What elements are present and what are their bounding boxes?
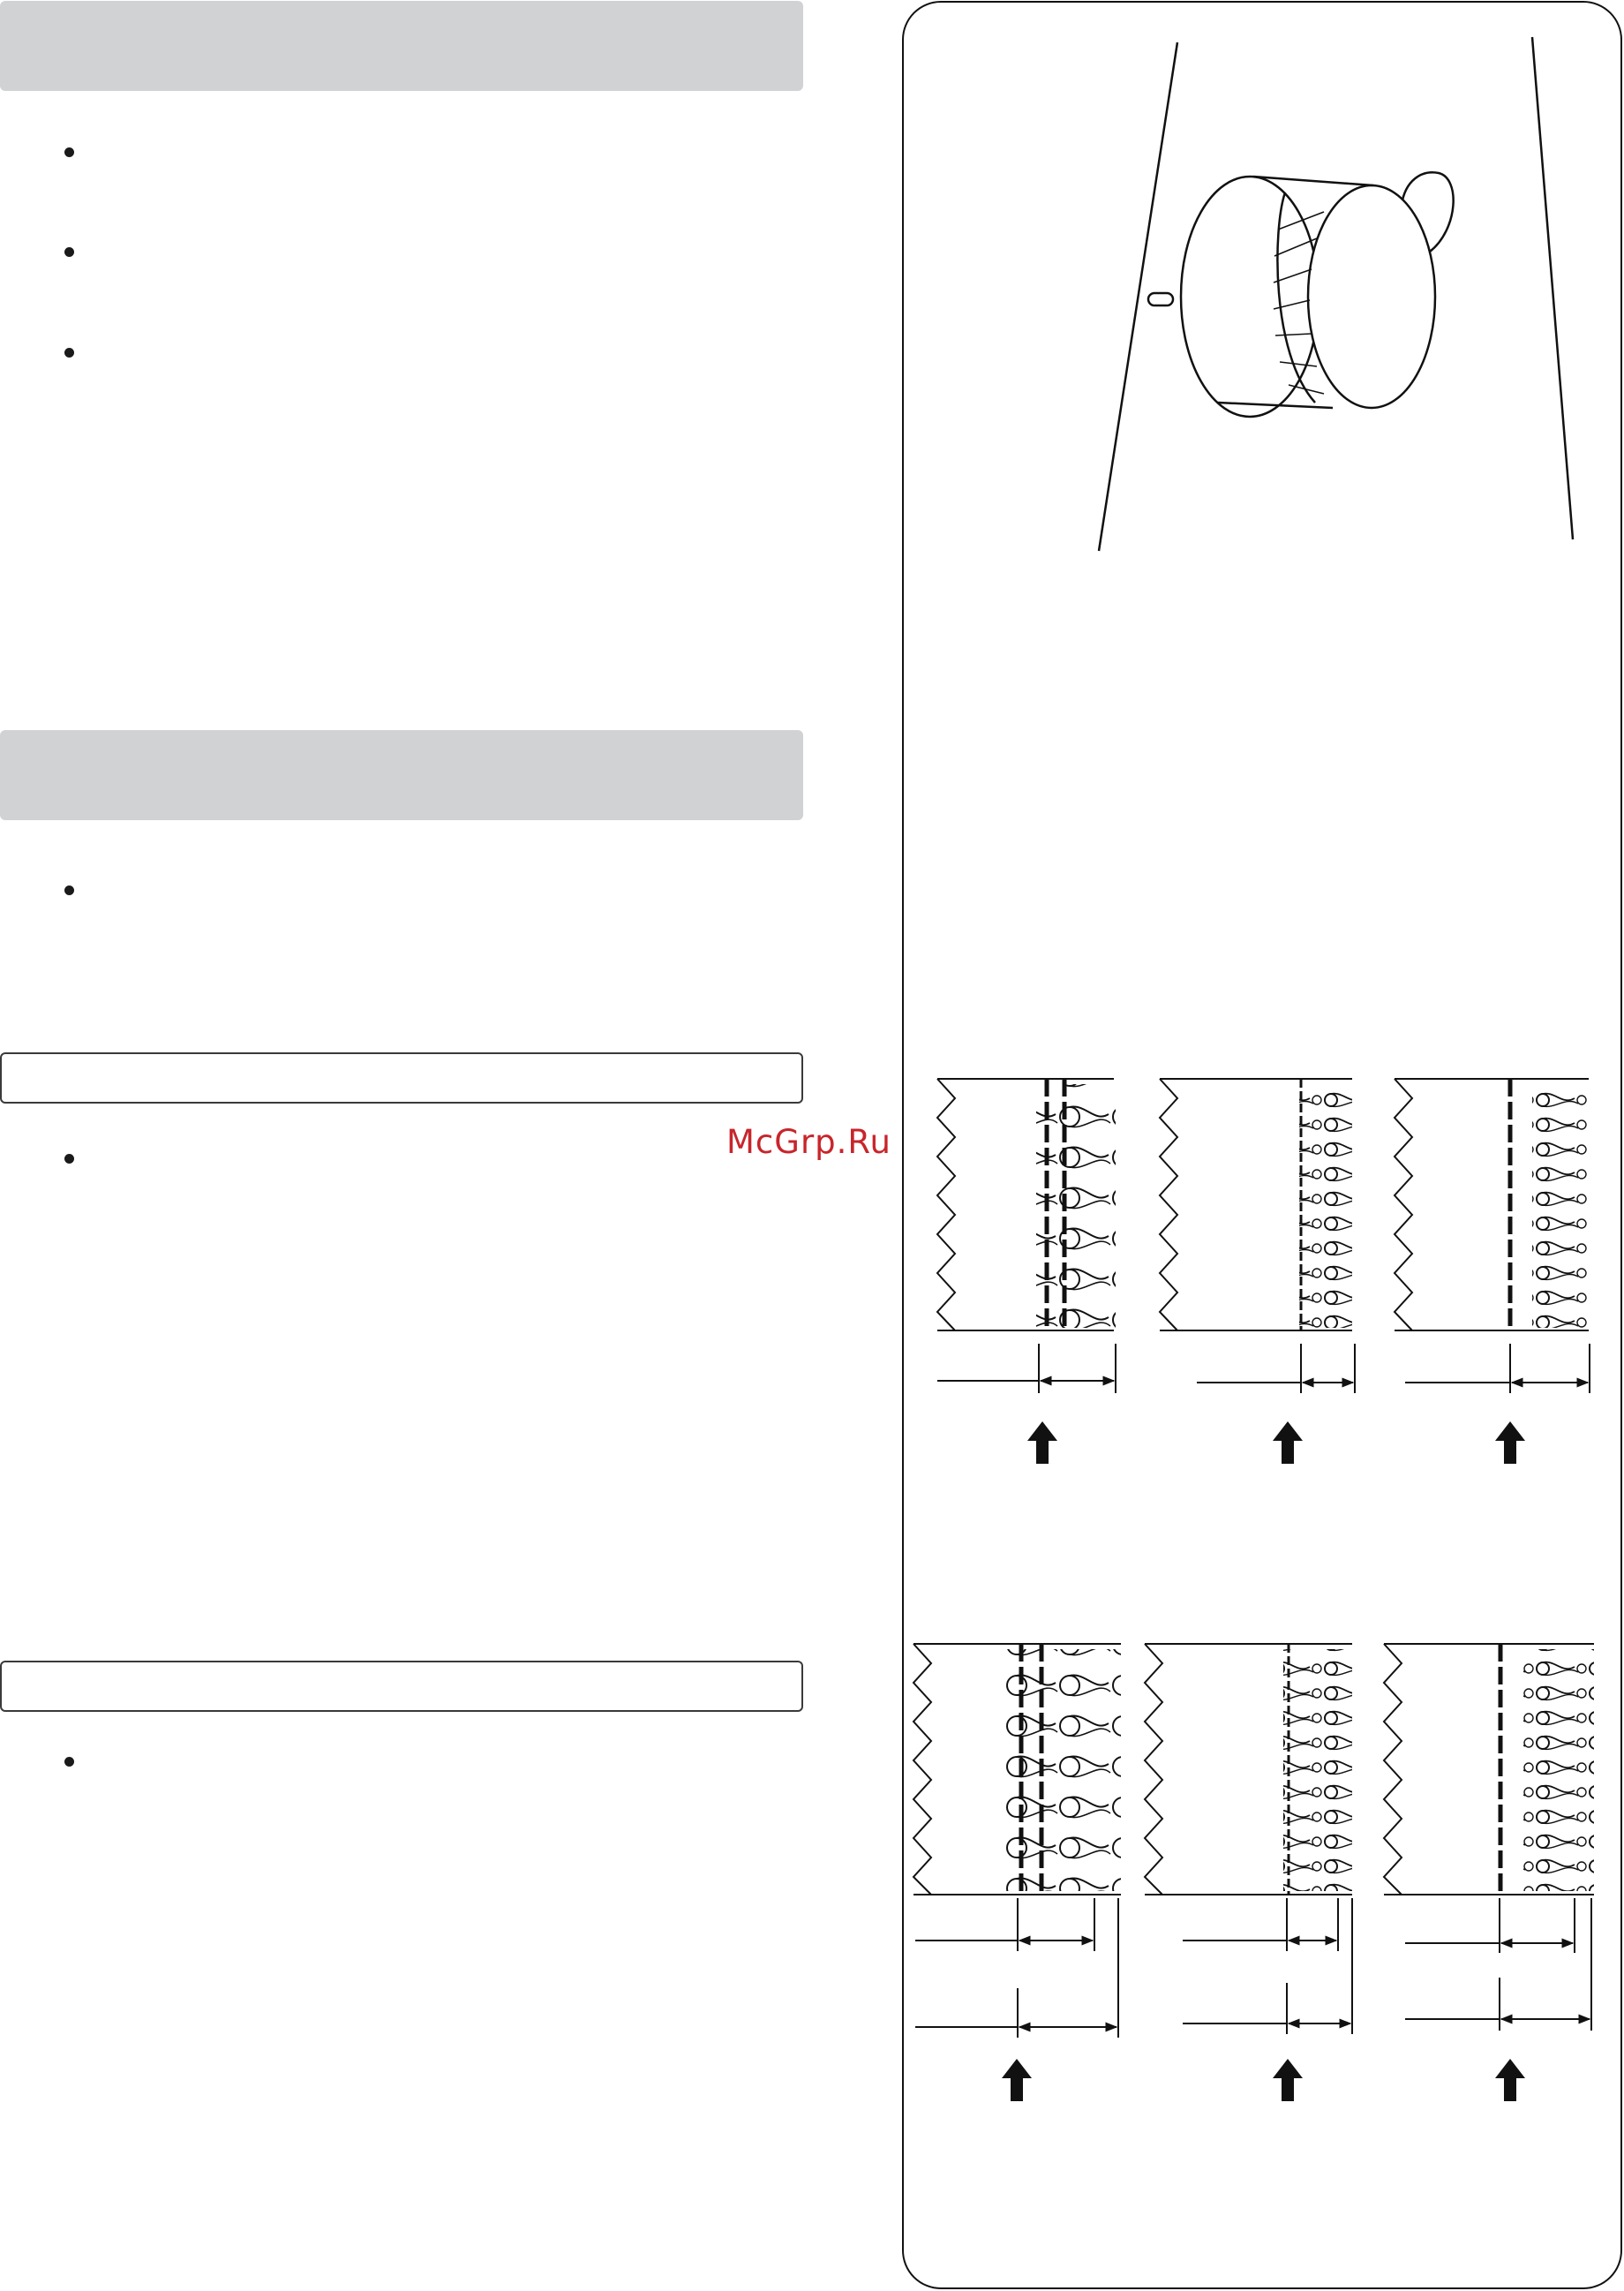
feed-arrow-row-1 bbox=[1027, 1421, 1525, 1464]
stitch-sample-3 bbox=[1395, 1079, 1590, 1393]
stitch-sample-2 bbox=[1160, 1079, 1355, 1393]
stitch-sample-5 bbox=[1145, 1644, 1352, 2034]
stitch-sample-row-2 bbox=[914, 1644, 1594, 2038]
feed-arrow-row-2 bbox=[1002, 2059, 1525, 2101]
stitch-sample-1 bbox=[937, 1079, 1116, 1393]
stitch-sample-row-1 bbox=[937, 1079, 1590, 1393]
stitch-sample-6 bbox=[1384, 1644, 1594, 2031]
watermark-text: McGrp.Ru bbox=[726, 1123, 891, 1161]
stitch-sample-4 bbox=[914, 1644, 1121, 2038]
stitch-dial-drawing bbox=[1099, 37, 1573, 551]
